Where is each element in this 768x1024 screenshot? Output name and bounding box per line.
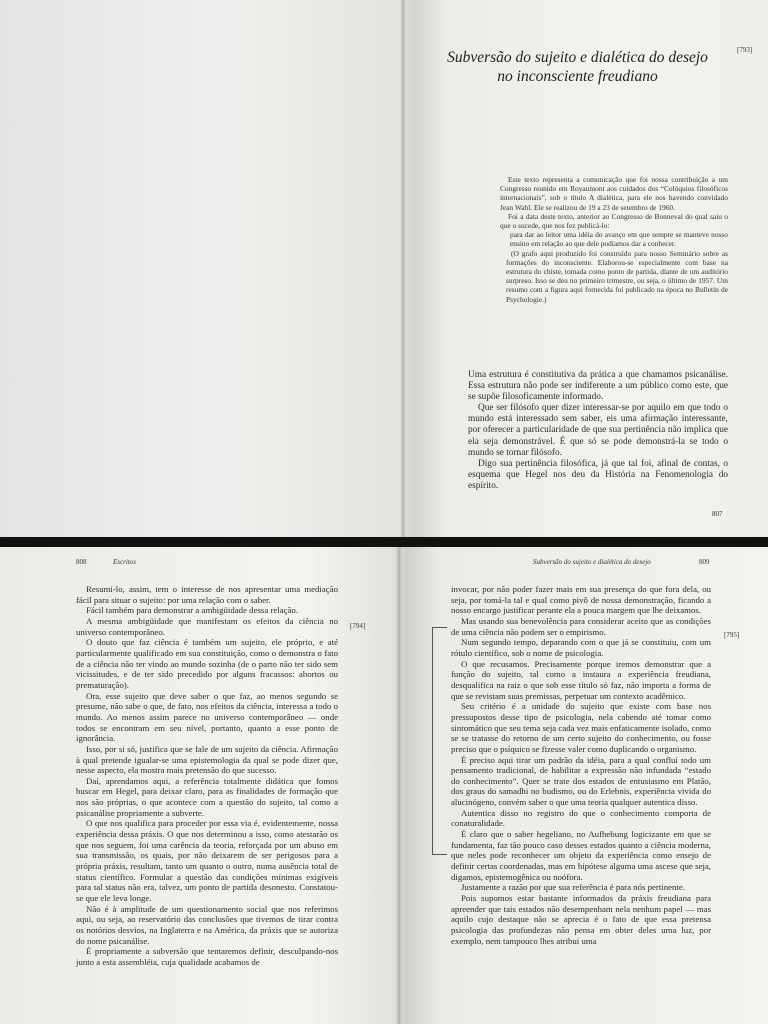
pencil-margin-bracket [432, 627, 447, 855]
intro-quote: para dar ao leitor uma idéia do avanço em que sempre se manteve nosso ensino em relação ao que dele podíamos dar a conhecer. [510, 230, 728, 249]
body-paragraph: Não é à amplitude de um questionamento social que nos referimos aqui, ou seja, ao reservatório das conclusões que tivemos de tirar contra os notórios desvios, na Inglaterra e na América, da práxis que se autoriza do nome psicanálise. [76, 903, 338, 946]
body-paragraph: O que recusamos. Precisamente porque iremos demonstrar que a função do sujeito, tal como a instaura a experiência freudiana, desqualifica na raiz o que sob esse título só faz, não importa a forma de que se revistam suas premissas, perpetuar um contexto acadêmico. [451, 658, 711, 701]
intro-paragraph: Foi a data deste texto, anterior ao Congresso de Bonneval do qual saiu o que o sucede, que nos fez publicá-lo: [500, 211, 728, 231]
intro-graph-note: (O grafo aqui produzido foi construído para nosso Seminário sobre as formações do inconsciente. Elaborou-se especialmente com base na estrutura do chiste, tomada como ponto de partida, diante de um auditório surpreso. Isso se deu no primeiro trimestre, ou seja, o último de 1957. Um resumo com a figura aqui fornecida foi publicado na época no Bulletin de Psychologie.) [506, 248, 728, 304]
book-gutter [396, 547, 402, 1024]
left-page-text [76, 584, 338, 968]
body-paragraph: É propriamente a subversão que tentaremos definir, desculpando-nos junto a esta assembléia, cuja qualidade acabamos de [76, 946, 338, 967]
chapter-title-line-2: no inconsciente freudiano [497, 68, 658, 85]
body-paragraph: Que ser filósofo quer dizer interessar-se por aquilo em que todo o mundo está interessado sem saber, eis uma afirmação interessante, por oferecer a particularidade de que sua pertinência não implica que ela seja demonstrável. É que só se pode demonstrá-la se todo o mundo se tornar filósofo. [468, 403, 728, 458]
book-gutter [400, 0, 406, 540]
intro-note [500, 175, 728, 304]
page-number: 807 [712, 510, 723, 518]
left-running-head: Escritos [113, 558, 136, 566]
body-paragraph: Uma estrutura é constitutiva da prática a que chamamos psicanálise. Essa estrutura não pode ser indiferente a um público como este, que se supõe filosoficamente informado. [468, 370, 728, 403]
body-paragraph: Resumi-lo, assim, tem o interesse de nos apresentar uma mediação fácil para situar o sujeito: por uma relação com o saber. [76, 584, 338, 605]
body-paragraph: É claro que o saber hegeliano, no Aufhebung logicizante em que se fundamenta, faz tão pouco caso desses estados quanto a ciência moderna, que neles pode reconhecer um objeto da experiência como ensejo de definir certas coordenadas, mas em hipótese alguma uma ascese que seja, digamos, epistemogênica ou noófora. [451, 829, 711, 882]
body-paragraph: Isso, por si só, justifica que se fale de um sujeito da ciência. Afirmação à qual pretende igualar-se uma epistemologia da qual se pode dizer que, nesse aspecto, ela mostra mais pretensão do que sucesso. [76, 743, 338, 776]
body-paragraph: O que nos qualifica para proceder por essa via é, evidentemente, nossa experiência dessa práxis. O que nos determinou a isso, como atestarão os que nos seguem, foi uma carência da teoria, reforçada por um abuso em sua transmissão, os quais, por não deixarem de ser perigosos para a própria práxis, resultam, tanto um quanto o outro, numa ausência total de status científico. Formular a questão das condições mínimas exigíveis para tal status não era, talvez, um ponto de partida desonesto. Constatou-se que ele leva longe. [76, 818, 338, 904]
body-paragraph: É preciso aqui tirar um padrão da idéia, para a qual confluí todo um pensamento tradicional, de habilitar a expressão não infundada “estado do conhecimento”. Quer se trate dos estados de entusiasmo em Platão, dos graus do samadhi no budismo, ou do Erlebnis, experiência vivida do alucinógeno, convém saber o que uma teoria qualquer autentica disso. [451, 754, 711, 808]
body-paragraph: Autentica disso no registro do que o conhecimento comporta de conaturalidade. [451, 807, 711, 829]
body-paragraph: invocar, por não poder fazer mais em sua presença do que fora dela, ou seja, por tomá-la tal e qual como pivô de nossa demonstração, ficando a nosso encargo justificar perante ela a pouca margem que lhe deixamos. [451, 584, 711, 616]
body-paragraph: Num segundo tempo, deparando com o que já se constituiu, com um rótulo científico, sob o nome de psicologia. [451, 637, 711, 658]
right-running-head: Subversão do sujeito e dialética do desejo [533, 558, 651, 566]
right-page-text [451, 584, 711, 946]
body-paragraph: A mesma ambigüidade que manifestam os efeitos da ciência no universo contemporâneo. [76, 615, 338, 637]
opening-text [468, 370, 728, 492]
body-paragraph: Justamente a razão por que sua referência é para nós pertinente. [461, 882, 685, 893]
margin-page-ref: [795] [724, 631, 740, 639]
body-paragraph: Daí, aprendamos aqui, a referência totalmente didática que fomos buscar em Hegel, para deixar claro, para as finalidades de formação que nos são próprias, o que acontece com a questão do sujeito, tal como a psicanálise propriamente a subverte. [76, 775, 338, 818]
margin-page-ref: [794] [350, 622, 366, 630]
chapter-title-line-1: Subversão do sujeito e dialética do desejo [447, 49, 708, 66]
margin-page-ref: [793] [737, 46, 753, 54]
chapter-title [440, 48, 715, 86]
body-paragraph: Ora, esse sujeito que deve saber o que faz, ao menos segundo se presume, não sabe o que, de fato, nos efeitos da ciência, interessa a todo o mundo. Ao menos assim parece no universo contemporâneo — onde todos se encontram em seu nível, portanto, quanto a esse ponto de ignorância. [76, 690, 338, 744]
body-paragraph: Mas usando sua benevolência para considerar aceito que as condições de uma ciência não podem ser o empirismo. [451, 615, 711, 637]
body-paragraph: Seu critério é a unidade do sujeito que existe com base nos pressupostos desse tipo de psicologia, nela cabendo até tomar como sintomático que seu tema seja cada vez mais enfaticamente isolado, como se se tratasse do retorno de um certo sujeito do conhecimento, ou fosse preciso que o psíquico se fizesse valer como duplicando o organismo. [451, 701, 711, 754]
left-page-number: 808 [76, 558, 87, 566]
scan-separator [0, 537, 768, 547]
body-paragraph: Fácil também para demonstrar a ambigüidade dessa relação. [86, 605, 299, 616]
intro-paragraph: Este texto representa a comunicação que foi nossa contribuição a um Congresso reunido em Royaumont aos cuidados dos “Colóquios filosóficos internacionais”, sob o título A dialética, para ele nos havendo convidado Jean Wahl. Ele se realizou de 19 a 23 de setembro de 1960. [500, 175, 728, 212]
right-page-number: 809 [699, 558, 710, 566]
body-paragraph: Digo sua pertinência filosófica, já que tal foi, afinal de contas, o esquema que Hegel nos deu da História na Fenomenologia do espírito. [468, 458, 728, 491]
body-paragraph: Pois supomos estar bastante informados da práxis freudiana para apreender que tais estados não desempenham nela nenhum papel — mas aquilo cujo destaque não se aprecia é o fato de que essa pretensa psicologia das profundezas não pensa em obter deles uma luz, por exemplo, nem tampouco lhes atribui uma [451, 893, 711, 946]
body-paragraph: O douto que faz ciência é também um sujeito, ele próprio, e até particularmente qualificado em sua constituição, como o demonstra o fato de a ciência não ter vindo ao mundo sozinha (de o parto não ter sido sem vicissitudes, e de ter sido precedido por alguns fracassos: abortos ou prematuração). [76, 637, 338, 690]
